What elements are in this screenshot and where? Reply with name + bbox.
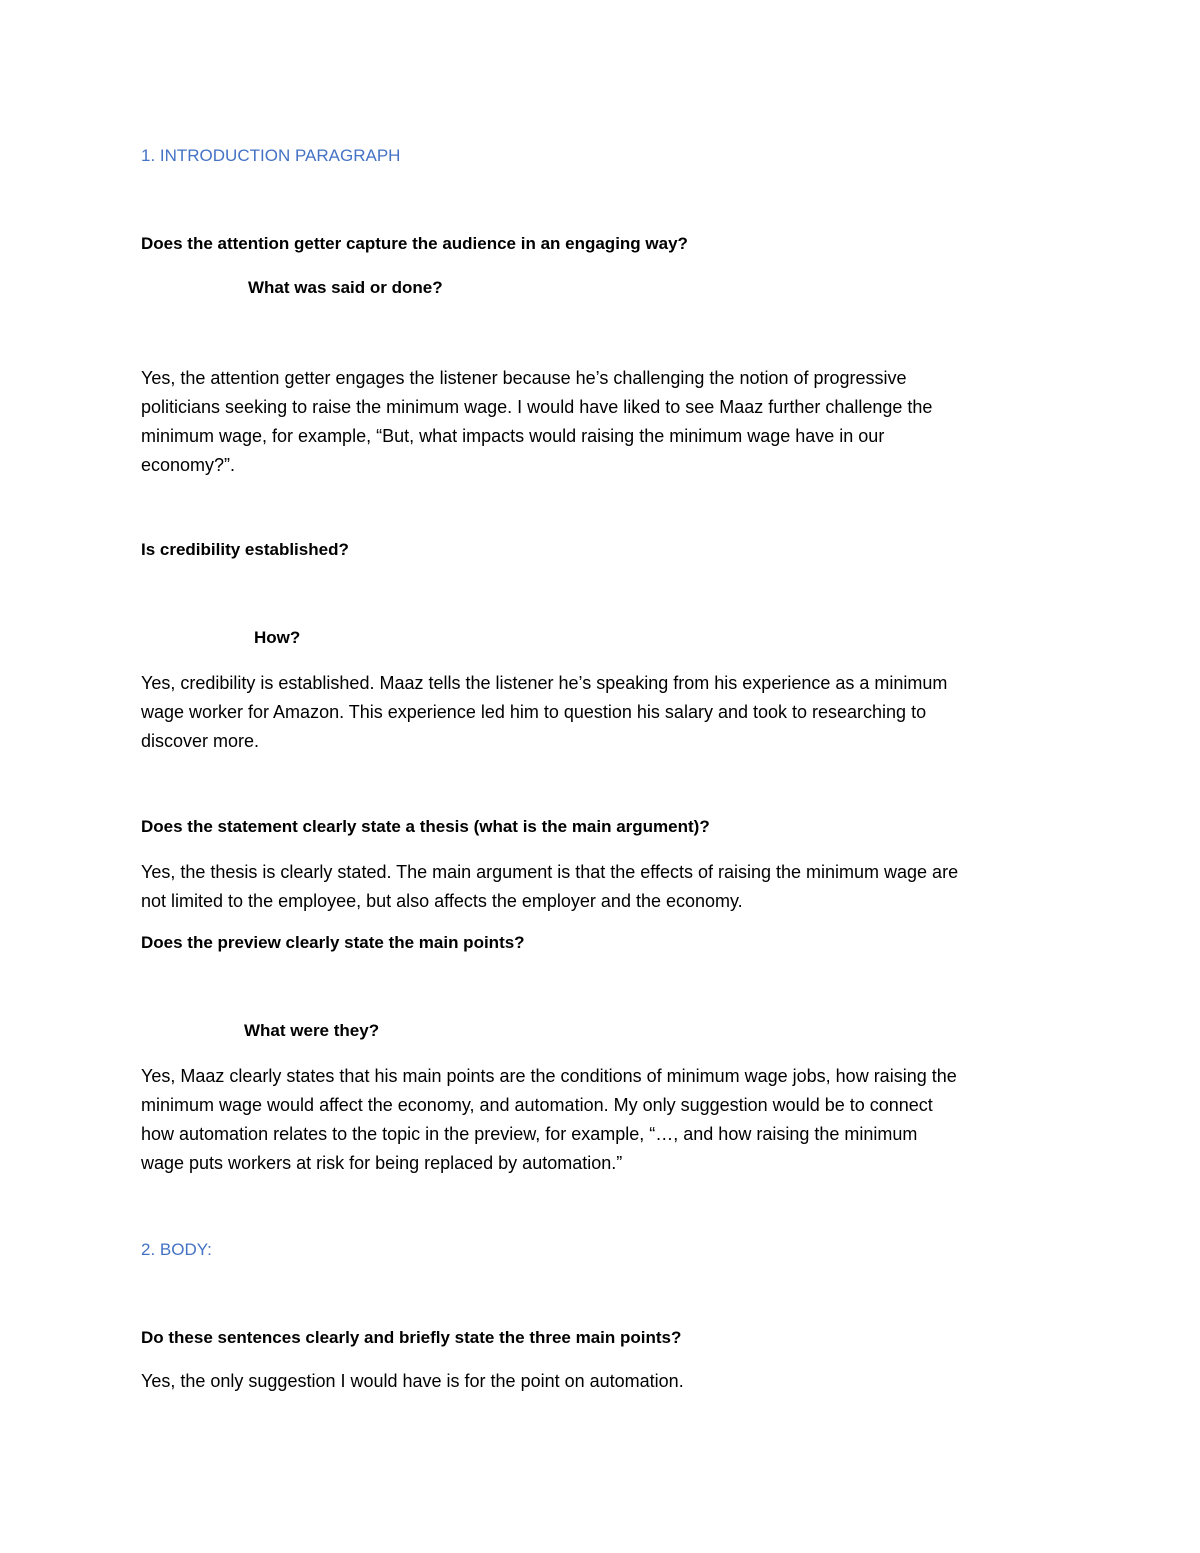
- subquestion-what-said: What was said or done?: [248, 278, 443, 297]
- answer-line: wage puts workers at risk for being replaced by automation.”: [141, 1153, 623, 1173]
- question-attention-getter: Does the attention getter capture the audience in an engaging way?: [141, 234, 688, 253]
- answer-attention-getter: [141, 364, 1071, 480]
- answer-line: how automation relates to the topic in the preview, for example, “…, and how raising the minimum: [141, 1124, 918, 1144]
- answer-main-points: Yes, the only suggestion I would have is for the point on automation.: [141, 1371, 684, 1391]
- answer-line: minimum wage, for example, “But, what impacts would raising the minimum wage have in our: [141, 426, 885, 446]
- answer-line: wage worker for Amazon. This experience led him to question his salary and took to researching to: [141, 702, 927, 722]
- answer-line: Yes, credibility is established. Maaz tells the listener he’s speaking from his experience as a minimum: [141, 673, 948, 693]
- question-credibility: Is credibility established?: [141, 540, 349, 559]
- answer-line: politicians seeking to raise the minimum wage. I would have liked to see Maaz further challenge the: [141, 397, 933, 417]
- answer-line: minimum wage would affect the economy, and automation. My only suggestion would be to connect: [141, 1095, 933, 1115]
- answer-thesis: [141, 858, 1071, 916]
- question-thesis: Does the statement clearly state a thesis (what is the main argument)?: [141, 817, 710, 836]
- answer-line: economy?”.: [141, 455, 236, 475]
- question-main-points: Do these sentences clearly and briefly state the three main points?: [141, 1328, 682, 1347]
- question-preview: Does the preview clearly state the main points?: [141, 933, 525, 952]
- answer-line: Yes, Maaz clearly states that his main points are the conditions of minimum wage jobs, how raising the: [141, 1066, 957, 1086]
- section-heading-body: 2. BODY:: [141, 1240, 212, 1259]
- answer-line: discover more.: [141, 731, 260, 751]
- subquestion-how: How?: [254, 628, 301, 647]
- answer-preview: [141, 1062, 1071, 1178]
- section-heading-introduction: 1. INTRODUCTION PARAGRAPH: [141, 146, 401, 165]
- answer-line: not limited to the employee, but also affects the employer and the economy.: [141, 891, 743, 911]
- subquestion-what-were-they: What were they?: [244, 1021, 380, 1040]
- answer-line: Yes, the thesis is clearly stated. The main argument is that the effects of raising the minimum wage are: [141, 862, 959, 882]
- answer-credibility: [141, 669, 1071, 756]
- answer-line: Yes, the attention getter engages the listener because he’s challenging the notion of progressive: [141, 368, 907, 388]
